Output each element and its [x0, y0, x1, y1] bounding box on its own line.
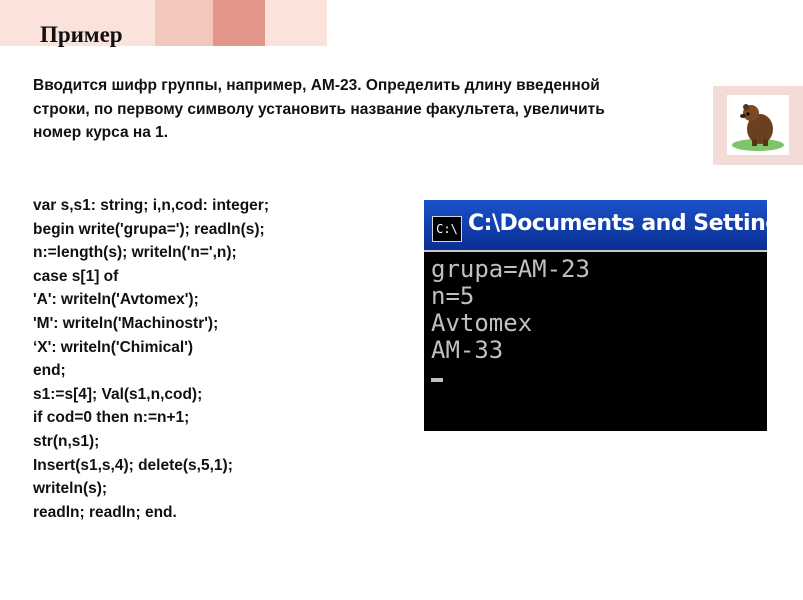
- code-line: 'M': writeln('Machinostr');: [33, 314, 219, 332]
- code-line: s1:=s[4]; Val(s1,n,cod);: [33, 385, 203, 403]
- code-line: n:=length(s); writeln('n=',n);: [33, 244, 237, 262]
- bear-mascot-icon: [727, 95, 789, 155]
- console-line: grupa=AM-23: [431, 255, 590, 283]
- header-band-mid: [155, 0, 213, 46]
- code-line: end;: [33, 362, 66, 380]
- code-line: str(n,s1);: [33, 432, 100, 450]
- code-line: writeln(s);: [33, 480, 108, 498]
- console-line: n=5: [431, 282, 475, 310]
- mascot-picture-frame: [713, 86, 803, 165]
- code-line: case s[1] of: [33, 267, 119, 285]
- code-line: begin write('grupa='); readln(s);: [33, 220, 265, 238]
- console-cursor: [431, 378, 443, 382]
- console-line: Avtomex: [431, 309, 533, 337]
- console-titlebar: [424, 200, 801, 252]
- task-description: Вводится шифр группы, например, АМ-23. Определить длину введенной строки, по первому символу установить название факультета, увеличить номер курса на 1.: [33, 77, 605, 141]
- mascot-picture: [727, 95, 789, 155]
- code-line: Insert(s1,s,4); delete(s,5,1);: [33, 456, 233, 474]
- header-band-dark: [213, 0, 265, 46]
- code-line: readln; readln; end.: [33, 503, 177, 521]
- code-line: 'A': writeln('Avtomex');: [33, 291, 199, 309]
- code-line: var s,s1: string; i,n,cod: integer;: [33, 197, 269, 214]
- console-window: [424, 200, 801, 431]
- console-output: [431, 256, 590, 382]
- code-line: if cod=0 then n:=n+1;: [33, 409, 190, 427]
- console-line: AM-33: [431, 336, 504, 364]
- code-line: ‘X': writeln('Chimical'): [33, 338, 194, 356]
- header-band-light-right: [265, 0, 327, 46]
- console-app-icon: C:\: [432, 216, 462, 242]
- code-listing: [33, 194, 269, 524]
- slide-title: Пример: [40, 22, 123, 47]
- console-title: C:\Documents and Settings\: [468, 211, 801, 236]
